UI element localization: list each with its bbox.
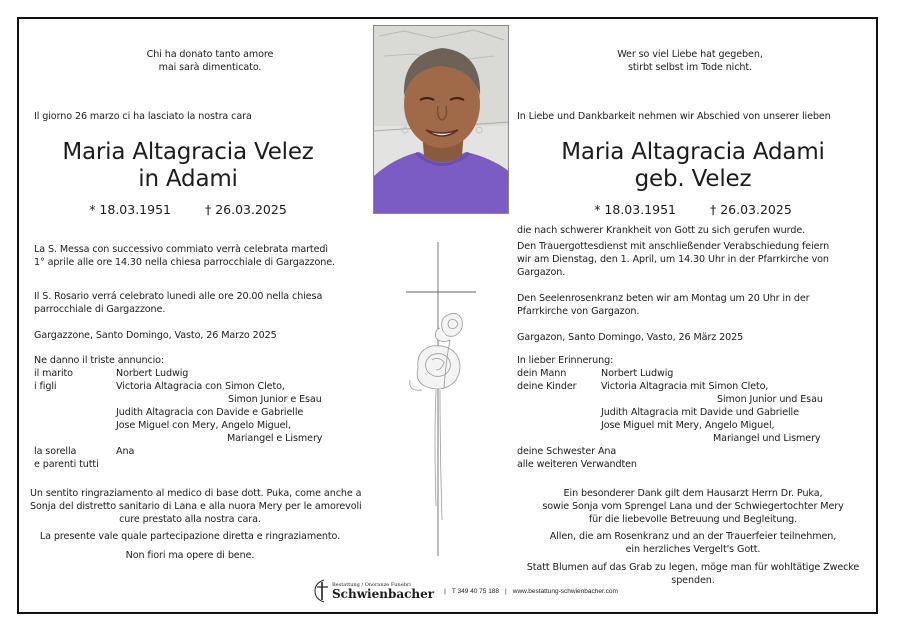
left-announcement — [34, 354, 322, 471]
name-line: Maria Altagracia Adami — [561, 139, 825, 165]
left-thanks — [30, 487, 362, 526]
text-line: Gargazon. — [517, 267, 566, 278]
left-place-date: Gargazzone, Santo Domingo, Vasto, 26 Marzo 2025 — [34, 330, 277, 341]
portrait-image — [374, 26, 509, 214]
right-deceased-name — [520, 139, 866, 193]
right-dates — [520, 202, 866, 218]
left-no-flowers: Non fiori ma opere di bene. — [125, 550, 255, 561]
announce-title: Ne danno il triste annuncio: — [34, 355, 165, 366]
portrait-photo — [373, 25, 509, 214]
left-mass — [34, 243, 335, 269]
epigraph-line: mai sarà dimenticato. — [158, 62, 262, 73]
relation-label: deine Kinder — [517, 381, 577, 392]
name-line: Maria Altagracia Velez — [62, 139, 314, 165]
epigraph-line: stirbt selbst im Tode nicht. — [627, 62, 753, 73]
sister: deine Schwester Ana — [517, 446, 617, 457]
text-line: Ein besonderer Dank gilt dem Hausarzt Herrn Dr. Puka, — [563, 488, 823, 499]
birth-date: * 18.03.1951 — [594, 202, 676, 217]
text-line: Statt Blumen auf das Grab zu legen, möge man für wohltätige Zwecke — [526, 562, 860, 573]
relation-label: i figli — [34, 381, 57, 392]
text-line: spenden. — [671, 575, 715, 586]
relation-name: Victoria Altagracia con Simon Cleto, — [116, 381, 285, 392]
left-participation: La presente vale quale partecipazione diretta e ringraziamento. — [39, 531, 341, 542]
left-deceased-name — [30, 139, 346, 193]
text-line: La S. Messa con successivo commiato verrà celebrata martedì — [34, 244, 328, 255]
funeral-home-footer — [314, 579, 618, 603]
text-line: Den Trauergottesdienst mit anschließender Verabschiedung feiern — [517, 241, 830, 252]
relation-name: Simon Junior und Esau — [717, 394, 823, 405]
text-line: ein herzliches Vergelt's Gott. — [625, 544, 761, 555]
logo-subtitle: Bestattung / Onoranze Funebri — [332, 581, 411, 588]
relation-name: Mariangel e Lismery — [227, 433, 323, 444]
relation-name: Judith Altagracia mit Davide und Gabrielle — [601, 407, 799, 418]
right-place-date: Gargazon, Santo Domingo, Vasto, 26 März 2025 — [517, 332, 744, 343]
relation-name: Ana — [116, 446, 135, 457]
relation-name: Judith Altagracia con Davide e Gabrielle — [116, 407, 304, 418]
logo-name: Schwienbacher — [332, 586, 435, 601]
relation-name: Jose Miguel con Mery, Angelo Miguel, — [116, 420, 291, 431]
right-intro: In Liebe und Dankbarkeit nehmen wir Abschied von unserer lieben — [517, 111, 831, 122]
right-called: die nach schwerer Krankheit von Gott zu sich gerufen wurde. — [517, 225, 806, 236]
right-rosary — [517, 292, 810, 318]
text-line: Il S. Rosario verrá celebrato lunedi alle ore 20.00 nella chiesa — [34, 291, 323, 302]
website-link[interactable]: www.bestattung-schwienbacher.com — [512, 587, 618, 595]
text-line: sowie Sonja vom Sprengel Lana und der Schwiegertochter Mery — [542, 501, 844, 512]
text-line: 1° aprile alle ore 14.30 nella chiesa parrocchiale di Gargazzone. — [34, 257, 335, 268]
text-line: Pfarrkirche von Gargazon. — [517, 306, 640, 317]
relation-name: Norbert Ludwig — [601, 368, 674, 379]
relation-name: Simon Junior e Esau — [228, 394, 322, 405]
name-line: geb. Velez — [634, 166, 752, 192]
memory-title: In lieber Erinnerung: — [517, 355, 614, 366]
relatives: e parenti tutti — [34, 459, 99, 470]
epigraph-line: Chi ha donato tanto amore — [146, 49, 274, 60]
left-epigraph — [120, 48, 300, 74]
relation-label: dein Mann — [517, 368, 567, 379]
text-line: Sonja del distretto sanitario di Lana e alla nuora Mery per le amorevoli — [30, 501, 362, 512]
right-service — [517, 240, 829, 279]
text-line: für die liebevolle Betreuung und Begleitung. — [588, 514, 798, 525]
left-rosary — [34, 290, 322, 316]
separator: | — [505, 587, 507, 595]
relation-name: Norbert Ludwig — [116, 368, 189, 379]
left-intro: Il giorno 26 marzo ci ha lasciato la nostra cara — [34, 111, 252, 122]
text-line: Allen, die am Rosenkranz und an der Trauerfeier teilnehmen, — [549, 531, 837, 542]
right-gratitude — [520, 530, 866, 556]
relation-name: Victoria Altagracia mit Simon Cleto, — [601, 381, 769, 392]
right-memory — [517, 354, 823, 471]
relation-name: Jose Miguel mit Mery, Angelo Miguel, — [601, 420, 775, 431]
phone-number: T 349 40 75 188 — [451, 587, 500, 595]
name-line: in Adami — [138, 166, 238, 192]
relatives: alle weiteren Verwandten — [517, 459, 637, 470]
cross-with-roses-icon — [400, 240, 490, 560]
text-line: cure prestato alla nostra cara. — [119, 514, 261, 525]
left-dates — [30, 202, 346, 218]
text-line: Den Seelenrosenkranz beten wir am Montag um 20 Uhr in der — [517, 293, 810, 304]
relation-label: il marito — [34, 368, 73, 379]
text-line: parrocchiale di Gargazzone. — [34, 304, 166, 315]
death-date: † 26.03.2025 — [205, 202, 287, 217]
separator: | — [444, 587, 446, 595]
epigraph-line: Wer so viel Liebe hat gegeben, — [617, 49, 763, 60]
birth-date: * 18.03.1951 — [89, 202, 171, 217]
text-line: Un sentito ringraziamento al medico di base dott. Puka, come anche a — [30, 488, 362, 499]
right-epigraph — [600, 48, 780, 74]
funeral-home-logo — [314, 579, 434, 603]
text-line: wir am Dienstag, den 1. April, um 14.30 Uhr in der Pfarrkirche von — [517, 254, 829, 265]
relation-label: la sorella — [34, 446, 77, 457]
death-date: † 26.03.2025 — [710, 202, 792, 217]
relation-name: Mariangel und Lismery — [713, 433, 821, 444]
right-thanks — [520, 487, 866, 526]
cross-logo-icon — [314, 579, 330, 603]
